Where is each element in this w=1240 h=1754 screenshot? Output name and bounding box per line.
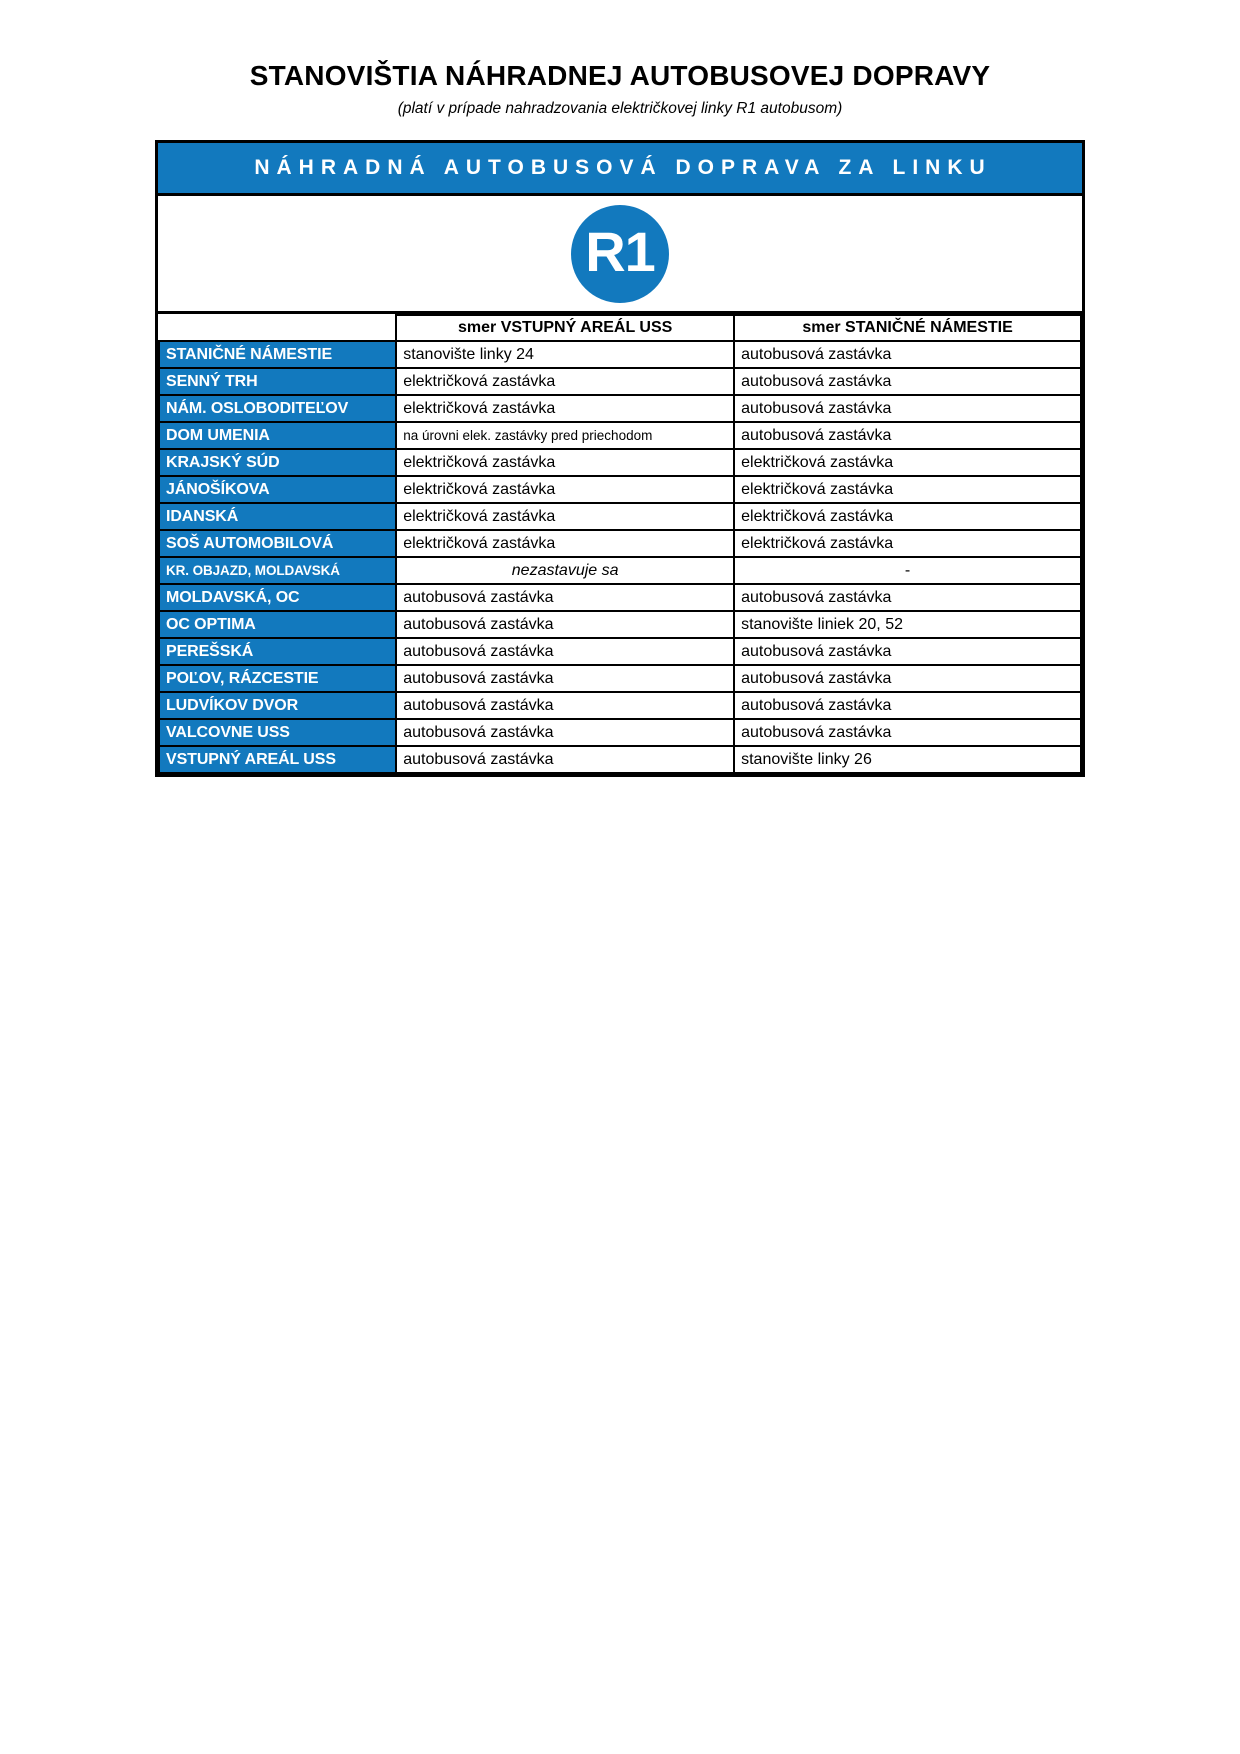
table-header-row (159, 315, 1081, 341)
direction-2-value: električková zastávka (734, 503, 1081, 530)
direction-1-value: električková zastávka (396, 449, 734, 476)
direction-1-value: autobusová zastávka (396, 746, 734, 773)
direction-1-value: autobusová zastávka (396, 692, 734, 719)
direction-2-value: autobusová zastávka (734, 368, 1081, 395)
table-row (159, 476, 1081, 503)
direction-2-value: autobusová zastávka (734, 395, 1081, 422)
table-row (159, 422, 1081, 449)
stop-name: PEREŠSKÁ (159, 638, 396, 665)
direction-1-value: autobusová zastávka (396, 719, 734, 746)
line-logo-area (158, 196, 1082, 314)
direction-1-value: električková zastávka (396, 530, 734, 557)
stop-name: SOŠ AUTOMOBILOVÁ (159, 530, 396, 557)
stop-name: JÁNOŠÍKOVA (159, 476, 396, 503)
direction-1-value: električková zastávka (396, 368, 734, 395)
table-row (159, 449, 1081, 476)
table-row (159, 530, 1081, 557)
table-row (159, 638, 1081, 665)
replacement-service-panel (155, 140, 1085, 777)
direction-1-value: stanovište linky 24 (396, 341, 734, 368)
direction-2-value: - (734, 557, 1081, 584)
direction-1-value: autobusová zastávka (396, 665, 734, 692)
stop-name: IDANSKÁ (159, 503, 396, 530)
stop-name: OC OPTIMA (159, 611, 396, 638)
direction-1-value: električková zastávka (396, 395, 734, 422)
direction-2-value: autobusová zastávka (734, 719, 1081, 746)
page-subtitle: (platí v prípade nahradzovania električkovej linky R1 autobusom) (397, 100, 843, 117)
stop-name: MOLDAVSKÁ, OC (159, 584, 396, 611)
direction-2-value: autobusová zastávka (734, 584, 1081, 611)
table-row (159, 611, 1081, 638)
stop-name: LUDVÍKOV DVOR (159, 692, 396, 719)
table-row (159, 368, 1081, 395)
stop-name: KRAJSKÝ SÚD (159, 449, 396, 476)
direction-2-value: stanovište linky 26 (734, 746, 1081, 773)
stop-name: DOM UMENIA (159, 422, 396, 449)
direction-1-value: nezastavuje sa (396, 557, 734, 584)
direction-2-value: autobusová zastávka (734, 638, 1081, 665)
stops-table (158, 314, 1082, 774)
panel-banner: NÁHRADNÁ AUTOBUSOVÁ DOPRAVA ZA LINKU (158, 143, 1082, 196)
direction-2-value: električková zastávka (734, 449, 1081, 476)
table-row (159, 746, 1081, 773)
direction-1-value: električková zastávka (396, 503, 734, 530)
direction-2-value: električková zastávka (734, 476, 1081, 503)
stop-name: POĽOV, RÁZCESTIE (159, 665, 396, 692)
direction-2-value: električková zastávka (734, 530, 1081, 557)
stop-name: KR. OBJAZD, MOLDAVSKÁ (159, 557, 396, 584)
direction-2-value: autobusová zastávka (734, 665, 1081, 692)
direction-1-value: na úrovni elek. zastávky pred priechodom (396, 422, 734, 449)
direction-1-value: električková zastávka (396, 476, 734, 503)
page-title: STANOVIŠTIA NÁHRADNEJ AUTOBUSOVEJ DOPRAVY (249, 60, 991, 91)
direction-2-value: autobusová zastávka (734, 341, 1081, 368)
column-header-direction-1: smer VSTUPNÝ AREÁL USS (396, 315, 734, 341)
direction-1-value: autobusová zastávka (396, 638, 734, 665)
table-row (159, 557, 1081, 584)
stop-name: SENNÝ TRH (159, 368, 396, 395)
stop-name: STANIČNÉ NÁMESTIE (159, 341, 396, 368)
table-row (159, 395, 1081, 422)
column-header-stop (159, 315, 396, 341)
stop-name: VSTUPNÝ AREÁL USS (159, 746, 396, 773)
direction-2-value: autobusová zastávka (734, 692, 1081, 719)
table-row (159, 341, 1081, 368)
direction-1-value: autobusová zastávka (396, 611, 734, 638)
line-badge-r1: R1 (571, 205, 669, 303)
table-row (159, 503, 1081, 530)
column-header-direction-2: smer STANIČNÉ NÁMESTIE (734, 315, 1081, 341)
direction-1-value: autobusová zastávka (396, 584, 734, 611)
direction-2-value: stanovište liniek 20, 52 (734, 611, 1081, 638)
table-row (159, 665, 1081, 692)
direction-2-value: autobusová zastávka (734, 422, 1081, 449)
table-row (159, 692, 1081, 719)
stop-name: VALCOVNE USS (159, 719, 396, 746)
table-row (159, 584, 1081, 611)
table-row (159, 719, 1081, 746)
stop-name: NÁM. OSLOBODITEĽOV (159, 395, 396, 422)
